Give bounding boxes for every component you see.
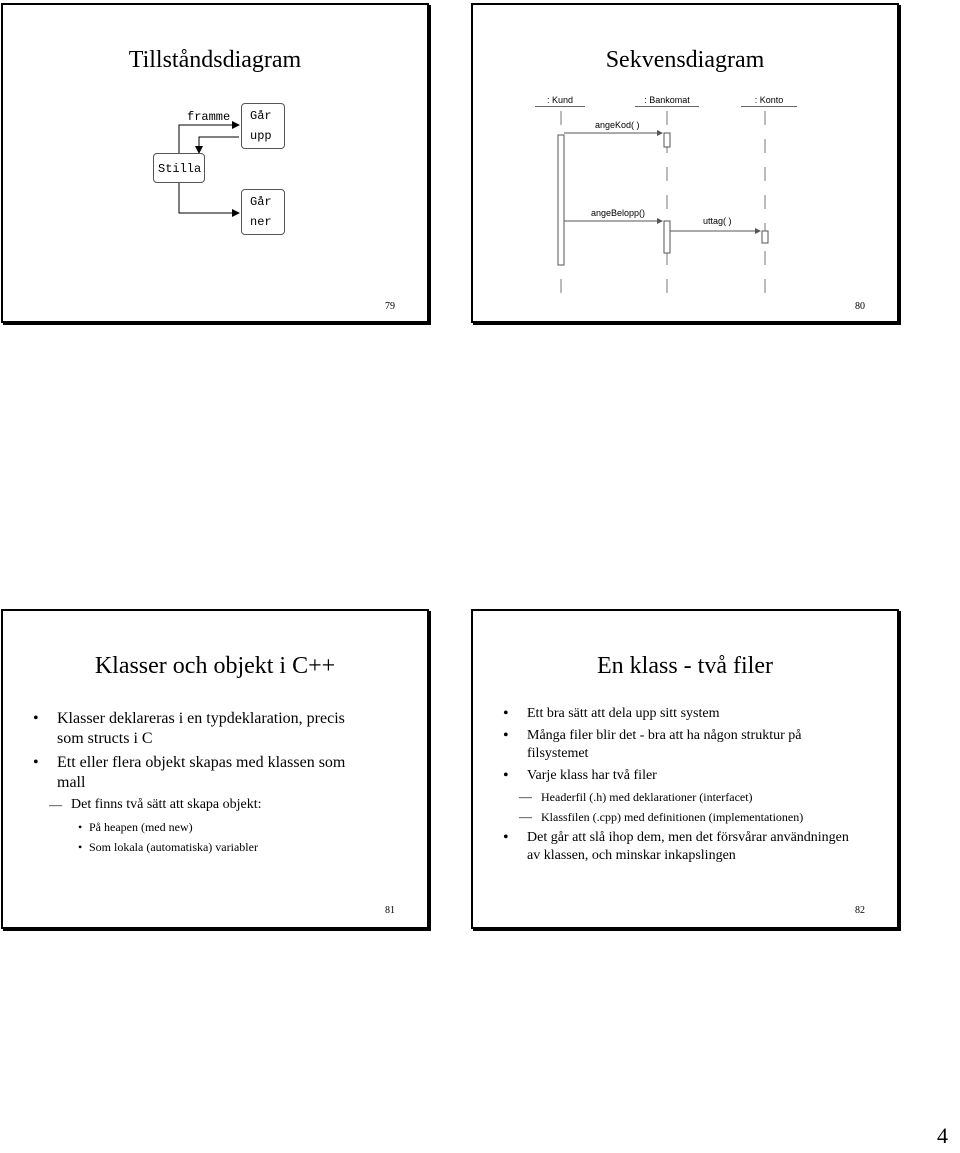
bullet-item: • Varje klass har två filer (503, 767, 863, 785)
bullet-item: • Ett eller flera objekt skapas med klassen som mall (33, 753, 373, 793)
lifeline-bankomat: : Bankomat (635, 95, 699, 107)
sub-bullet-item: — Klassfilen (.cpp) med definitionen (implementationen) (503, 807, 863, 827)
sub-bullet-item: — Headerfil (.h) med deklarationer (interfacet) (503, 787, 863, 807)
bullet-item: • Ett bra sätt att dela upp sitt system (503, 705, 863, 723)
state-label: upp (250, 129, 272, 143)
bullet-item: • Klasser deklareras i en typdeklaration, precis som structs i C (33, 709, 373, 749)
page-number: 82 (855, 905, 865, 916)
page-number: 80 (855, 301, 865, 312)
state-label: Stilla (158, 162, 202, 176)
state-diagram (3, 5, 429, 323)
activation-bar (664, 133, 670, 147)
activation-bar (664, 221, 670, 253)
slide-80 (471, 3, 899, 323)
message-label: angeBelopp() (591, 208, 646, 218)
document-page-number: 4 (937, 1123, 948, 1148)
slide-82 (471, 609, 899, 929)
page-number: 81 (385, 905, 395, 916)
page-number: 79 (385, 301, 395, 312)
state-label: ner (250, 215, 272, 229)
state-stilla (153, 153, 205, 183)
bullet-item: • Det går att slå ihop dem, men det försvårar användningen av klassen, och minskar inkapslingen (503, 829, 863, 865)
transition-arrow-back (199, 137, 239, 153)
slide-title: Tillståndsdiagram (128, 47, 302, 73)
message-label: uttag( ) (703, 216, 732, 226)
slide-title: En klass - två filer (597, 653, 773, 679)
sequence-diagram (473, 5, 899, 323)
bullet-item: • Många filer blir det - bra att ha någon struktur på filsystemet (503, 727, 863, 763)
sub-sub-bullet-item: • Som lokala (automatiska) variabler (33, 837, 373, 857)
state-label: Går (250, 195, 272, 209)
activation-bar (558, 135, 564, 265)
transition-arrow-up (179, 125, 239, 153)
slide-title: Klasser och objekt i C++ (94, 653, 336, 679)
sub-sub-bullet-item: • På heapen (med new) (33, 817, 373, 837)
lifeline-konto: : Konto (741, 95, 797, 107)
bullet-list (33, 709, 373, 857)
message-label: angeKod( ) (595, 120, 640, 130)
state-label: Går (250, 109, 272, 123)
activation-bar (762, 231, 768, 243)
slide-81 (1, 609, 429, 929)
slide-79 (1, 3, 429, 323)
bullet-list (503, 705, 863, 865)
state-gar-upp (241, 103, 285, 149)
transition-arrow-down (179, 183, 239, 213)
lifeline-kund: : Kund (535, 95, 585, 107)
slide-title: Sekvensdiagram (605, 47, 765, 73)
sub-bullet-item: — Det finns två sätt att skapa objekt: (33, 795, 373, 815)
transition-label: framme (187, 110, 231, 124)
state-gar-ner (241, 189, 285, 235)
